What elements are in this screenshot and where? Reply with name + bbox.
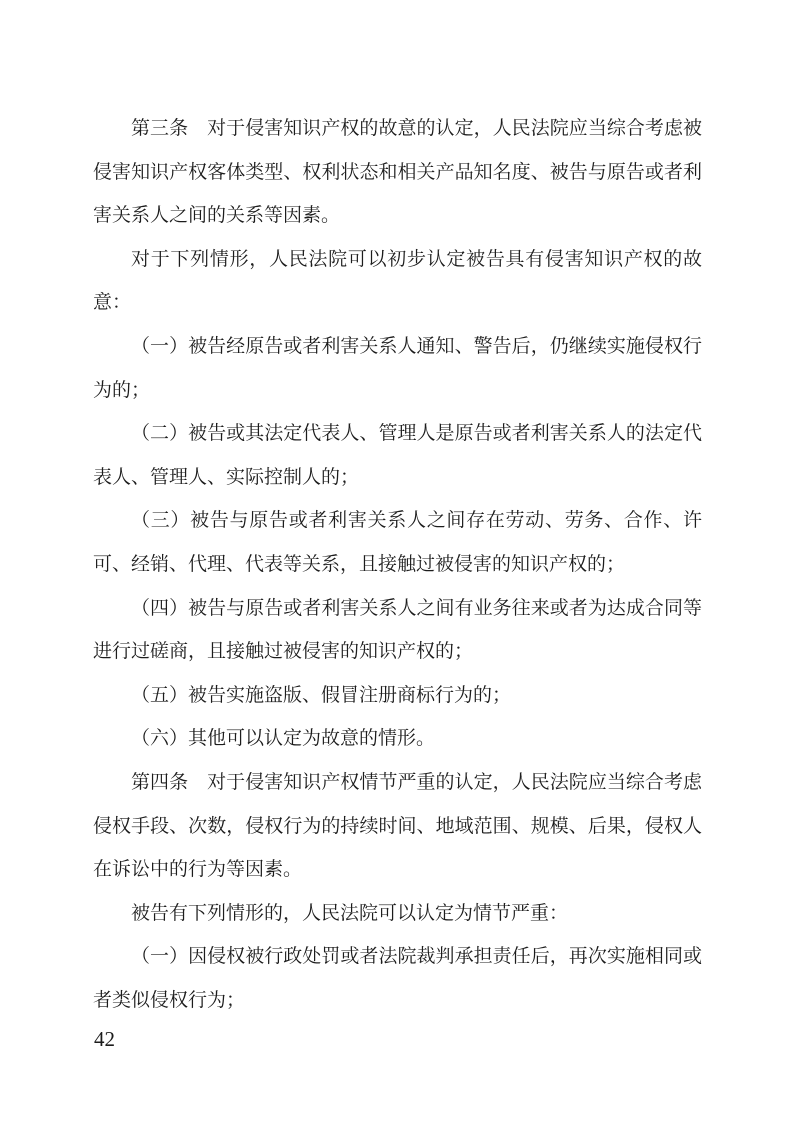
paragraph-7: （五）被告实施盗版、假冒注册商标行为的； xyxy=(131,684,512,706)
paragraph-11: （一）因侵权被行政处罚或者法院裁判承担责任后，再次实施相同或者类似侵权行为； xyxy=(93,946,702,1011)
paragraph-8: （六）其他可以认定为故意的情形。 xyxy=(131,728,436,750)
paragraph-3: （一）被告经原告或者利害关系人通知、警告后，仍继续实施侵权行为的； xyxy=(93,335,702,401)
paragraph-4: （二）被告或其法定代表人、管理人是原告或者利害关系人的法定代表人、管理人、实际控制人的； xyxy=(93,423,702,488)
paragraph-2: 对于下列情形，人民法院可以初步认定被告具有侵害知识产权的故意： xyxy=(93,248,702,314)
page-number: 42 xyxy=(94,1027,115,1051)
document-body xyxy=(93,107,702,1022)
paragraph-1: 第三条 对于侵害知识产权的故意的认定，人民法院应当综合考虑被侵害知识产权客体类型、权利状态和相关产品知名度、被告与原告或者利害关系人之间的关系等因素。 xyxy=(93,118,702,227)
paragraph-9: 第四条 对于侵害知识产权情节严重的认定，人民法院应当综合考虑侵权手段、次数，侵权行为的持续时间、地域范围、规模、后果，侵权人在诉讼中的行为等因素。 xyxy=(93,771,702,881)
paragraph-10: 被告有下列情形的，人民法院可以认定为情节严重： xyxy=(131,902,569,924)
paragraph-5: （三）被告与原告或者利害关系人之间存在劳动、劳务、合作、许可、经销、代理、代表等关系，且接触过被侵害的知识产权的； xyxy=(93,510,702,575)
paragraph-6: （四）被告与原告或者利害关系人之间有业务往来或者为达成合同等进行过磋商，且接触过被侵害的知识产权的； xyxy=(93,597,702,663)
